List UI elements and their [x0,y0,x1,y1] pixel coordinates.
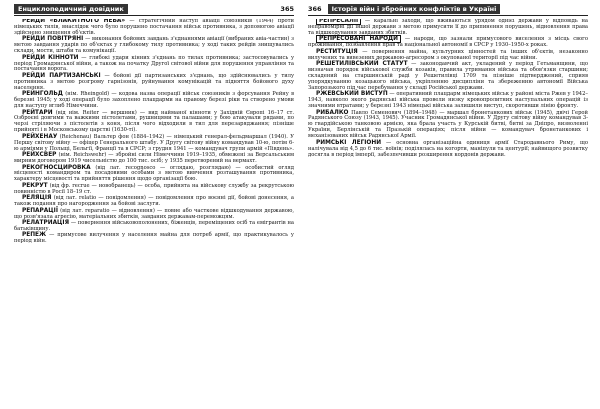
entry-headword: РЕЙХЕНАУ [22,133,58,140]
entry-headword: РЕЛАТРИАЦІЯ [22,220,70,227]
entry [308,50,588,62]
entry [308,19,588,37]
entry-headword: РЕЙДИ «БЛАКИТНОГО НЕБА» [22,19,126,24]
entry [308,141,588,159]
entry-headword: РЕПЕЖ [22,232,47,239]
entry [14,37,294,55]
entry-text: (від лат. reparatio — відновлення) — повне або часткове відшкодування державою, що розв'язала агресію, матеріальних збитків, завданих державам-переможцям. [14,207,294,220]
entry-text: — глибокі удари кінних з'єднань по тилах противника; застосовувались у період Громадянської війни, а також на початку Другої світової війни для порушення управління та постачання ворога. [14,54,294,73]
entry-headword: РЕЙДИ ПОВІТРЯНІ [22,36,84,43]
left-page-text [14,19,294,407]
entry [14,196,294,208]
entry-headword: РЖЕВСЬКИЙ ВИСТУП [316,91,388,98]
entry-text: — виконання бойових завдань з'єднаннями авіації (вибраних авіа-частин) з метою завдання ударів по об'єктах у глибокому тилу противника; у ході таких рейдів знищувались склади, мости, штаби та комунікації. [14,36,294,55]
entry [14,166,294,184]
entry-text: (від фр. recrue — новобранець) — особа, прийнята на військову службу за рекрутською повинністю в Росії 18–19 ст. [14,182,294,195]
right-page-text [308,19,588,407]
entry-text: (нім. Rheingold) — кодова назва операції військ союзників з форсування Рейну в березні 1945; у ході операції було захоплено плацдарми на правому березі ріки та створено умови для наступу вглиб Німеччини. [14,91,294,110]
entry-headword: РЕКРУТ [22,182,48,189]
entry-text: (від лат. relatio — повідомлення) — повідомлення про воєнні дії, бойові донесення, а також подання про нагородження за бойові заслуги. [14,195,294,208]
entry [14,209,294,221]
entry [308,92,588,110]
left-page-number: 365 [280,5,294,13]
entry-text: (від лат. recognosco — оглядаю, розглядаю) — особистий огляд місцевості командиром та посадовими особами з метою вивчення розташування противника, характеру місцевості та прийняття рішення щодо організації бою. [14,164,294,183]
entry-headword: РЕШЕТИЛІВСЬКИЙ СТАТУТ [316,61,408,68]
entry-headword: РЕЙХСВЕР [22,152,57,159]
left-page [4,0,300,409]
entry-headword: РЕЙТАРИ [22,109,53,116]
entry-text: — стратегічний наступ авіації союзників (1944) проти німецьких тилів, внаслідок чого було порушено постачання військ противника, з допомогою авіації здійснено знищення об'єктів. [14,19,294,36]
entry-text: — бойові дії партизанських з'єднань, що здійснювались у тилу противника з метою розгрому гарнізонів, руйнування комунікацій та підняття бойового духу населення. [14,72,294,91]
entry-headword: РЕКОГНОСЦИРОВКА [22,164,91,171]
entry-headword: РИБАЛКО [316,109,349,116]
entry-text: — примусове вилучення у населення майна для потреб армії, що практикувалось у період війн. [14,232,294,245]
entry-headword: РЕПРЕСАЛІЇ [316,19,361,25]
entry-text: (Reichenau) Вальтер фон (1884–1942) — німецький генерал-фельдмаршал (1940). У Першу світову війну — офіцер Генерального штабу. У Другу світову війну командував 10-ю, потім 6-ю арміями у Польщі, Бельгії, Франції та в СРСР; з грудня 1941 — командувач групи армій «Південь». [14,133,294,152]
entry-text: — законодавчий акт, укладений у період Гетьманщини, що визначав порядок військової служби козаків, правила утримання війська та обов'язки старшини; складений на старшинській раді у Решетилівці 1709 та пізніше підтверджений, сприяв упорядкуванню козацького війська, укріпленню дисципліни та збереженню автономії Війська Запорозького під час перебування у складі Російської держави. [308,61,588,91]
entry [14,153,294,165]
entry-text: Павло Семенович (1894–1948) — маршал бронетанкових військ (1945), двічі Герой Радянського Союзу (1943, 1945). Учасник Громадянської війни. У Другу світову війну командував 3-ю гвардійською танковою армією, яка брала участь у Курській битві, битві за Дніпро, визволенні України, Берлінській та Празькій операціях; після війни — командувач бронетанкових і механізованих військ Радянської Армії. [308,109,588,140]
right-section-label: Історія війн і збройних конфліктів в Україні [328,4,501,14]
entry [308,62,588,92]
entry-text: (від нім. Reiter — вершник) — вид найманої кінноти у Західній Європі 16–17 ст. Озброєні довгими та важкими пістолетами, рушницями та палашами; у бою атакували рядами, по черзі стріляючи з пістолетів з коня, після чого відходили в тил для перезаряджання; пізніше прийняті і в Московському царстві (1630-ті). [14,109,294,134]
right-page [302,0,596,409]
entry [14,19,294,37]
entry-headword: РЕЙДИ ПАРТИЗАНСЬКІ [22,72,101,79]
entry [14,233,294,245]
right-running-head [308,4,588,16]
entry-headword: РЕЙДИ КІННОТИ [22,54,79,61]
entry-text: — каральні заходи, що вживаються урядом однієї держави у відповідь на неправомірні дії іншої держави з метою примусити її до припинення порушень, відновлення права та відшкодування завданих збитків. [308,19,588,36]
entry-headword: РЕСТИТУЦІЯ [316,48,358,55]
entry-text: — повернення майна, культурних цінностей та інших об'єктів, незаконно вилучених та вивезених державою-агресором з окупованої території під час війни. [308,48,588,61]
entry [308,111,588,141]
left-section-label: Енциклопедичний довідник [14,4,128,14]
entry-text: — повернення військовополонених, біженців, переміщених осіб та емігрантів на батьківщину. [14,220,294,232]
entry [308,37,588,49]
entry-headword: РЕПРЕСОВАНІ НАРОДИ [316,35,401,43]
entry-headword: РЕПАРАЦІЇ [22,207,58,214]
entry-text: — основна організаційна одиниця армії Стародавнього Риму, що налічувала від 4,5 до 6 тис. воїнів; поділялась на когорти, маніпули та центурії; найвищого розвитку досягла в період імперії, забезпечивши розширення кордонів держави. [308,139,588,158]
entry-text: (нім. Reichswehr) — збройні сили Німеччини 1919–1935, обмежені за Версальським мирним договором 1919 чисельністю до 100 тис. осіб; у 1935 перетворений на вермахт. [14,152,294,164]
entry [14,135,294,153]
entry-headword: РИМСЬКІ ЛЕГІОНИ [316,139,382,146]
left-running-head [14,4,294,16]
entry-headword: РЕЛЯЦІЯ [22,195,52,202]
entry [14,184,294,196]
entry [14,56,294,74]
right-page-number: 366 [308,5,322,13]
entry-text: — оперативний плацдарм німецьких військ у районі міста Ржев у 1942–1943, навколо якого радянські війська провели низку кровопролитних наступальних операцій із значними втратами; у березні 1943 німецькі війська залишили виступ, скоротивши лінію фронту. [308,91,588,110]
entry [14,111,294,135]
entry-headword: РЕЙНГОЛЬД [22,91,63,98]
entry [14,92,294,110]
entry-text: — народи, що зазнали примусового виселення з місць свого проживання, позбавлення прав та національної автономії в СРСР у 1930–1950-х роках. [308,36,588,49]
entry [14,74,294,92]
